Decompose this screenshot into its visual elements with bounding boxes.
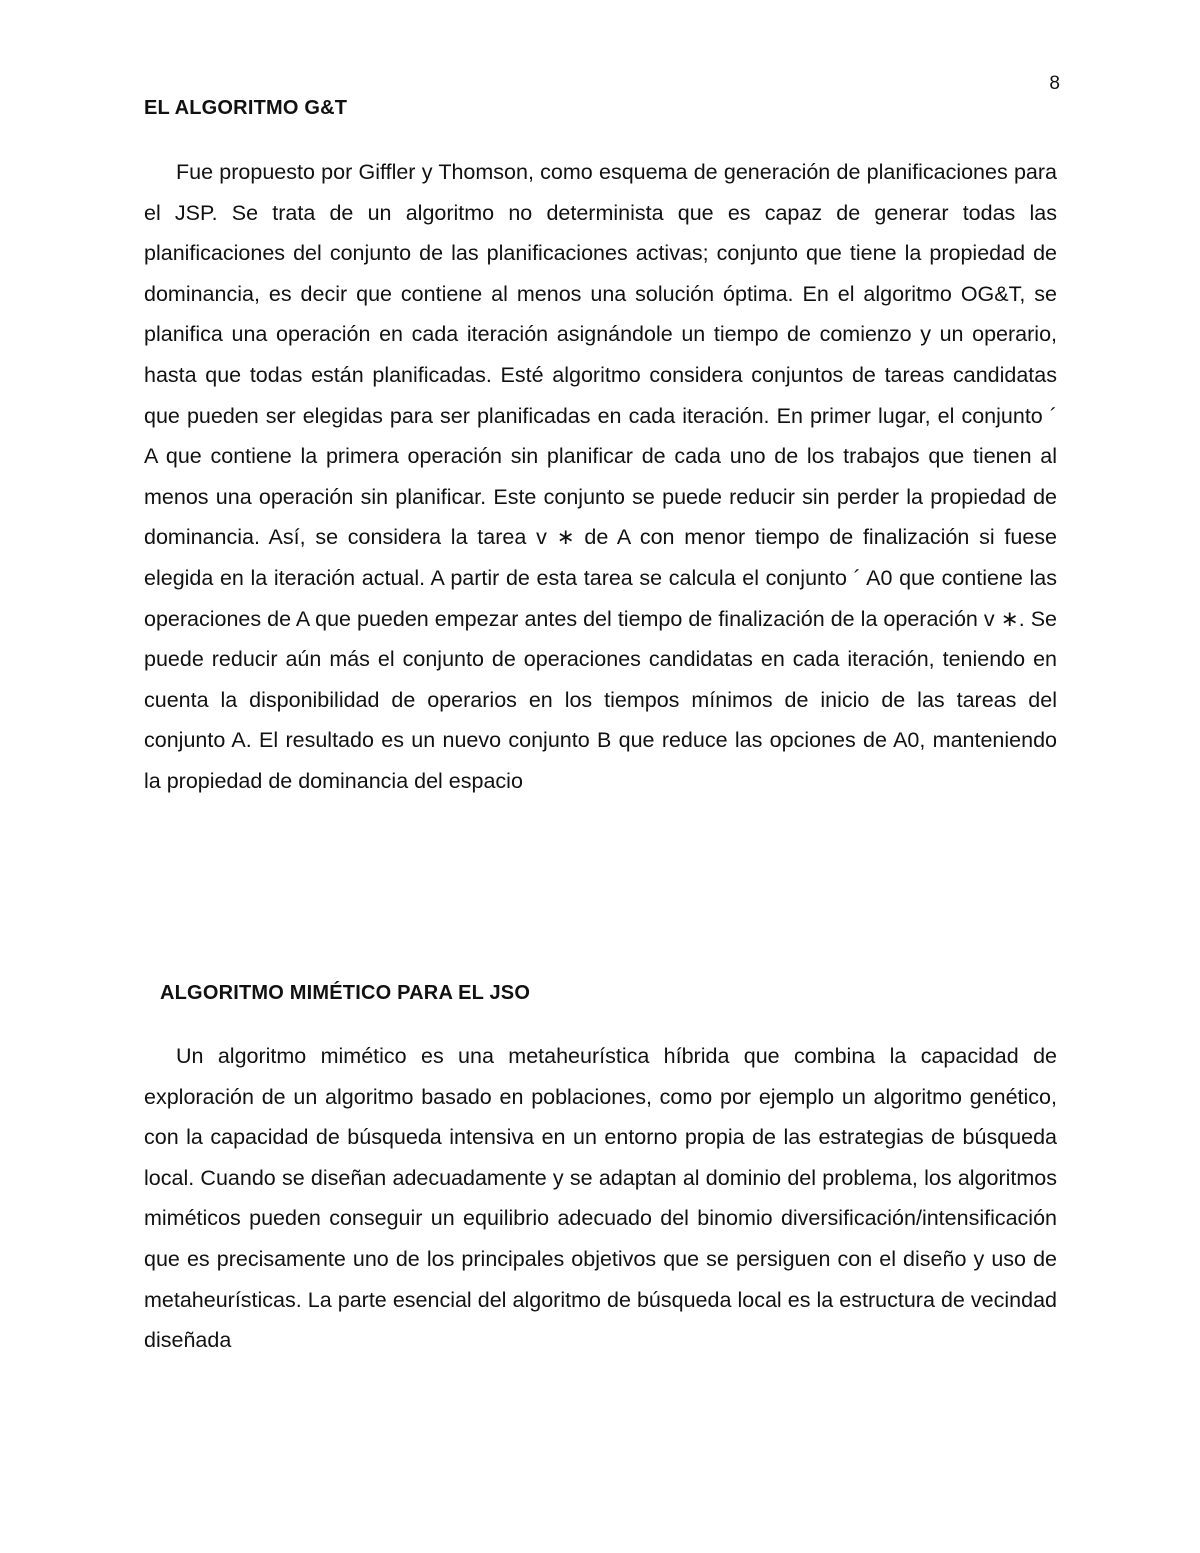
section-heading-memetic-algorithm: ALGORITMO MIMÉTICO PARA EL JSO xyxy=(160,982,531,1004)
page-number: 8 xyxy=(1049,73,1060,94)
section-paragraph-gt-algorithm: Fue propuesto por Giffler y Thomson, como esquema de generación de planificaciones para el JSP. Se trata de un algoritmo no determinista que es capaz de generar todas las planificaciones del conjunto de las planificaciones activas; conjunto que tiene la propiedad de dominancia, es decir que contiene al menos una solución óptima. En el algoritmo OG&T, se planifica una operación en cada iteración asignándole un tiempo de comienzo y un operario, hasta que todas están planificadas. Esté algoritmo considera conjuntos de tareas candidatas que pueden ser elegidas para ser planificadas en cada iteración. En primer lugar, el conjunto ´ A que contiene la primera operación sin planificar de cada uno de los trabajos que tienen al menos una operación sin planificar. Este conjunto se puede reducir sin perder la propiedad de dominancia. Así, se considera la tarea v ∗ de A con menor tiempo de finalización si fuese elegida en la iteración actual. A partir de esta tarea se calcula el conjunto ´ A0 que contiene las operaciones de A que pueden empezar antes del tiempo de finalización de la operación v ∗. Se puede reducir aún más el conjunto de operaciones candidatas en cada iteración, teniendo en cuenta la disponibilidad de operarios en los tiempos mínimos de inicio de las tareas del conjunto A. El resultado es un nuevo conjunto B que reduce las opciones de A0, manteniendo la propiedad de dominancia del espacio xyxy=(144,160,1057,793)
section-paragraph-memetic-algorithm: Un algoritmo mimético es una metaheurística híbrida que combina la capacidad de exploración de un algoritmo basado en poblaciones, como por ejemplo un algoritmo genético, con la capacidad de búsqueda intensiva en un entorno propia de las estrategias de búsqueda local. Cuando se diseñan adecuadamente y se adaptan al dominio del problema, los algoritmos miméticos pueden conseguir un equilibrio adecuado del binomio diversificación/intensificación que es precisamente uno de los principales objetivos que se persiguen con el diseño y uso de metaheurísticas. La parte esencial del algoritmo de búsqueda local es la estructura de vecindad diseñada xyxy=(144,1044,1057,1353)
section-heading-gt-algorithm: EL ALGORITMO G&T xyxy=(144,97,348,119)
